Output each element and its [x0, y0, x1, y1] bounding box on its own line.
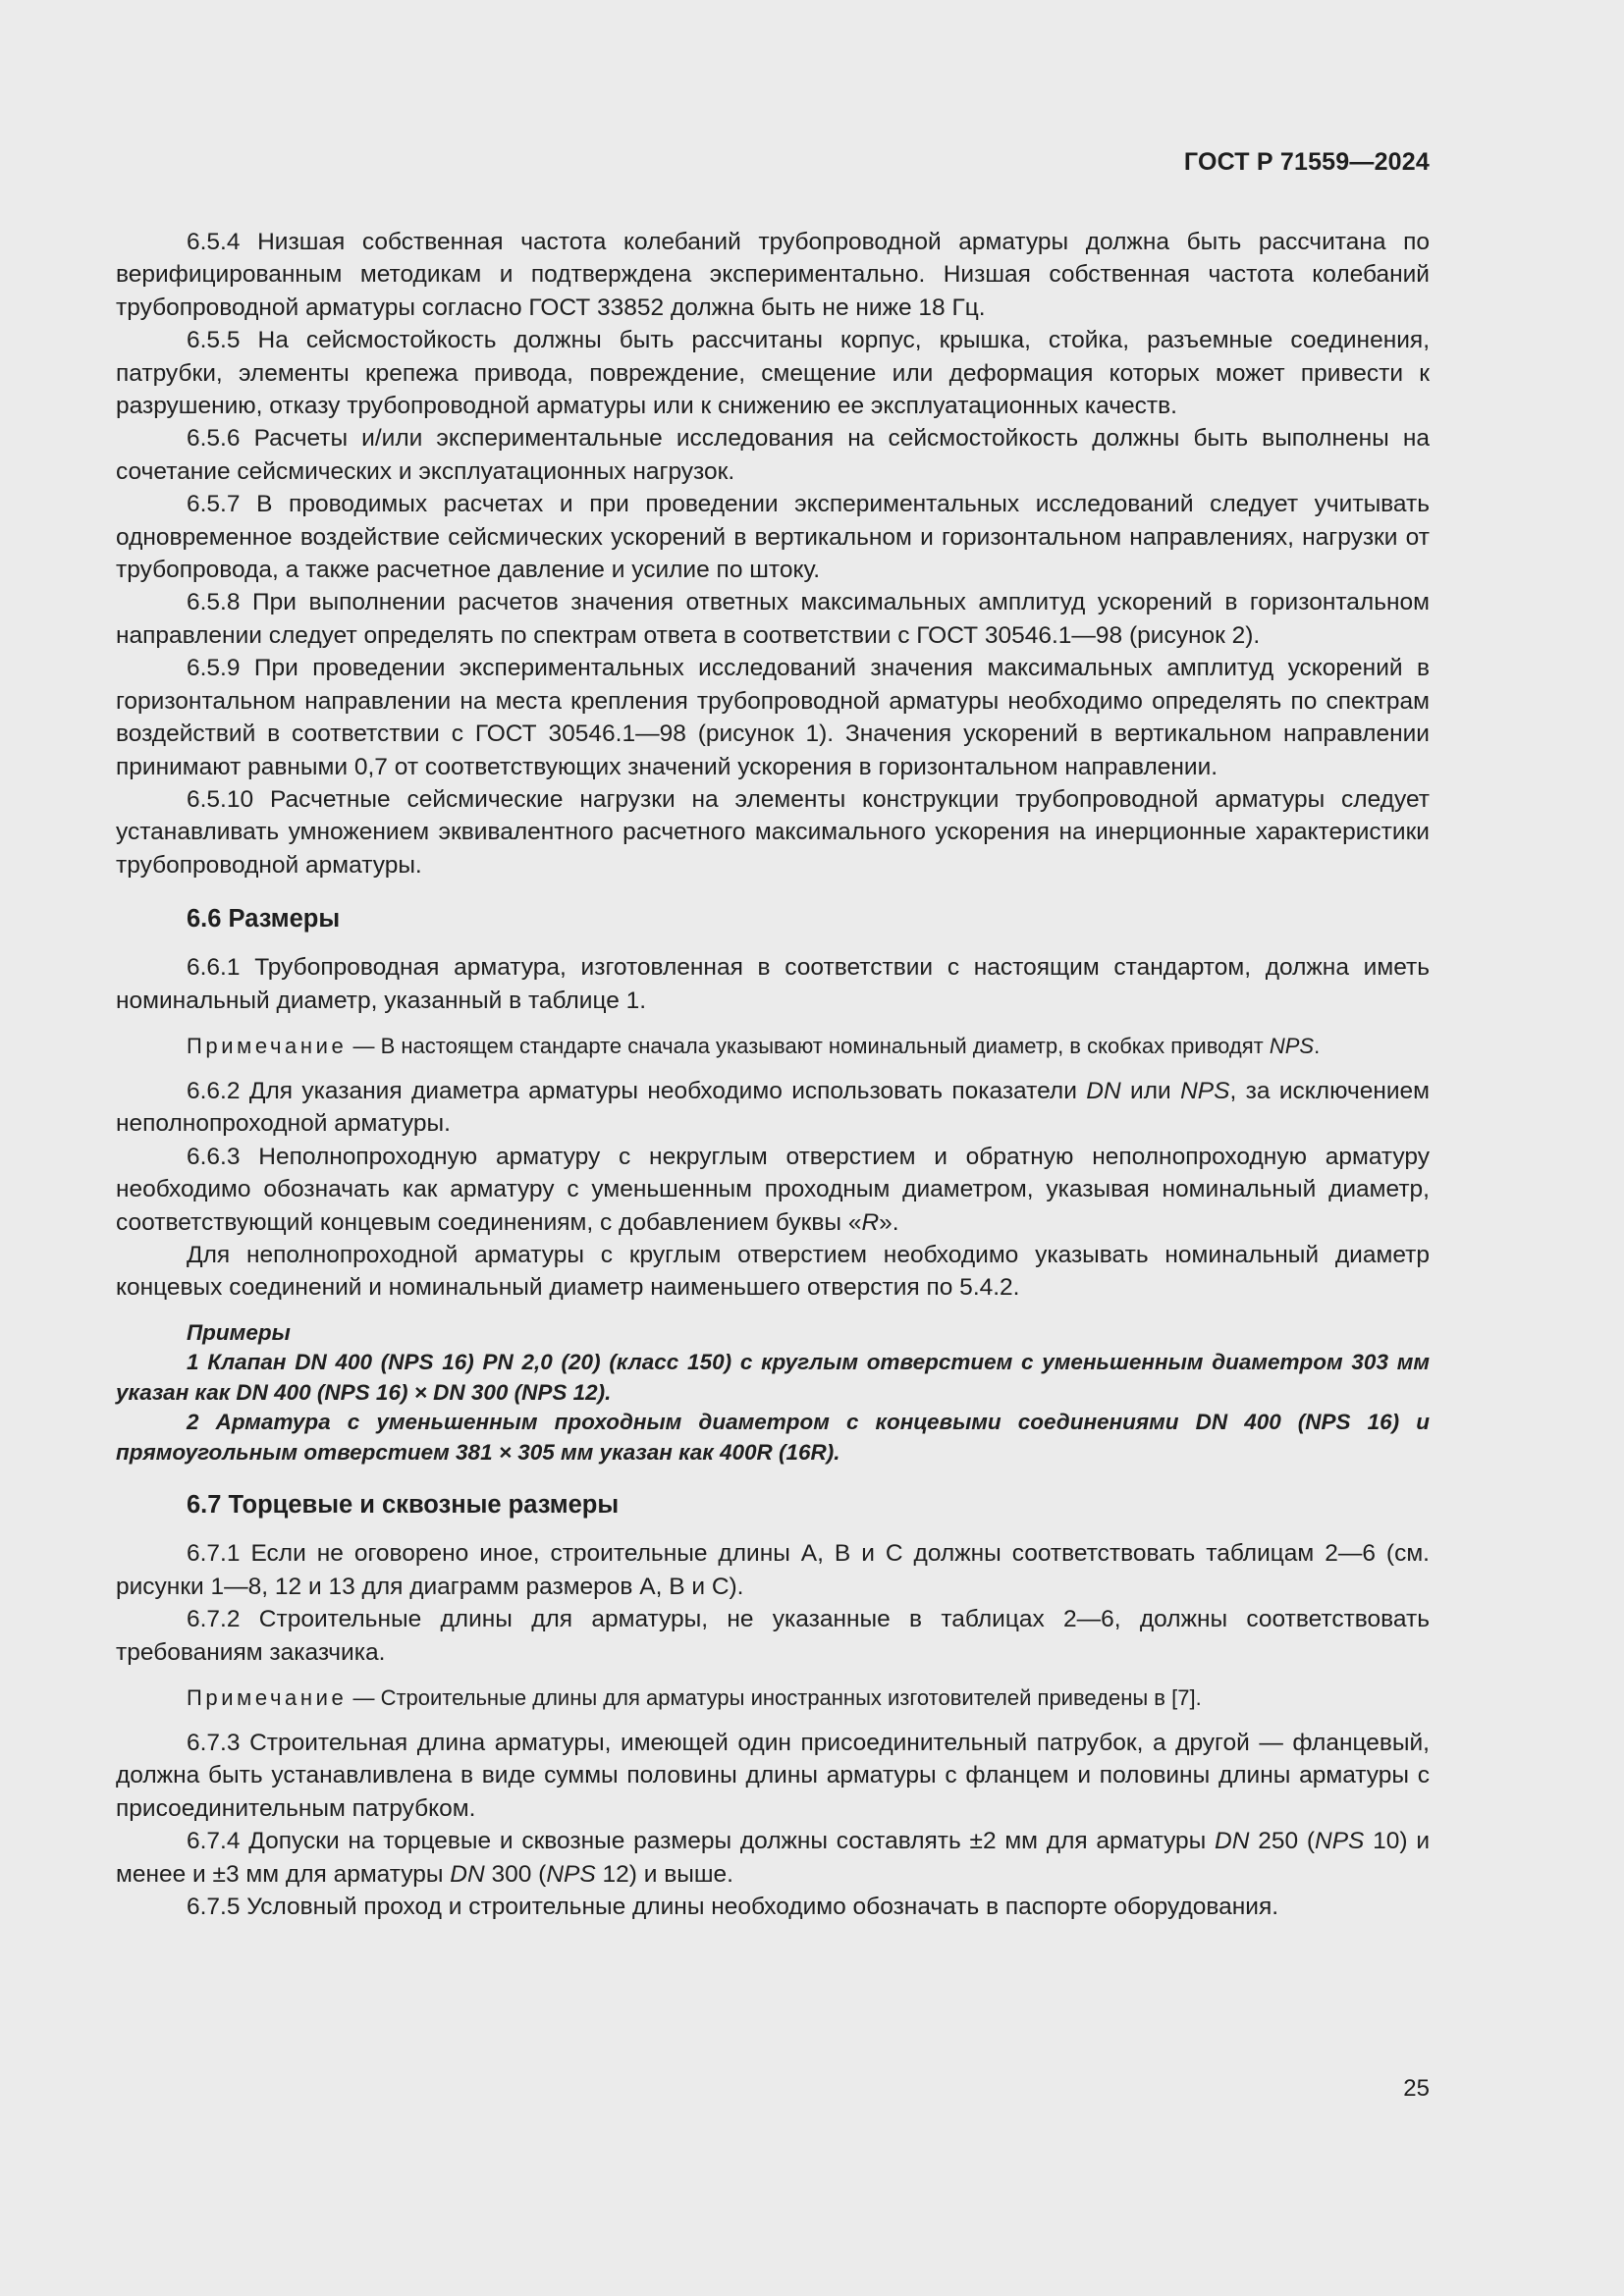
section-heading-6-7: 6.7 Торцевые и сквозные размеры: [187, 1491, 620, 1520]
paragraph-6-5-10: 6.5.10 Расчетные сейсмические нагрузки на элементы конструкции трубопроводной арматуры следует устанавливать умножением эквивалентного расчетного максимального ускорения на инерционные характеристики трубопроводной арматуры.: [116, 785, 1430, 879]
document-code-header: ГОСТ Р 71559—2024: [1183, 148, 1430, 176]
p674-text-b: 250 (: [1249, 1828, 1315, 1855]
paragraph-6-7-3: 6.7.3 Строительная длина арматуры, имеющей один присоединительный патрубок, а другой — фланцевый, должна быть устанавливлена в виде суммы половины длины арматуры с фланцем и половины длины арматуры с присоединительным патрубком.: [116, 1729, 1430, 1822]
paragraph-6-6-3-cont: Для неполнопроходной арматуры с круглым отверстием необходимо указывать номинальный диаметр концевых соединений и номинальный диаметр наименьшего отверстия по 5.4.2.: [116, 1241, 1430, 1302]
paragraph-6-5-7: 6.5.7 В проводимых расчетах и при проведении экспериментальных исследований следует учитывать одновременное воздействие сейсмических ускорений в вертикальном и горизонтальном направлениях, нагрузки от трубопровода, а также расчетное давление и усилие по штоку.: [116, 491, 1430, 584]
example-1: 1 Клапан DN 400 (NPS 16) PN 2,0 (20) (класс 150) с круглым отверстием с уменьшенным диаметром 303 мм указан как DN 400 (NPS 16) × DN 300 (NPS 12).: [116, 1350, 1430, 1405]
paragraph-6-7-5: 6.7.5 Условный проход и строительные длины необходимо обозначать в паспорте оборудования.: [187, 1893, 1279, 1920]
note-6-7: [116, 1682, 1430, 1713]
paragraph-6-7-4: [116, 1825, 1430, 1891]
note2-text: Строительные длины для арматуры иностранных изготовителей приведены в [7].: [380, 1684, 1202, 1710]
p663-text-b: ».: [879, 1208, 899, 1236]
p674-nps-1: NPS: [1315, 1828, 1365, 1855]
note2-label: Примечание: [187, 1684, 348, 1710]
p674-dn-1: DN: [1215, 1828, 1250, 1855]
note-text: В настоящем стандарте сначала указывают номинальный диаметр, в скобках приводят: [380, 1033, 1270, 1058]
p662-dn: DN: [1086, 1077, 1121, 1104]
p674-text-c: 10) и менее и ±3 мм для арматуры: [116, 1828, 1430, 1888]
note2-dash: —: [347, 1684, 381, 1710]
paragraph-6-5-4: 6.5.4 Низшая собственная частота колебаний трубопроводной арматуры должна быть рассчитана по верифицированным методикам и подтверждена экспериментально. Низшая собственная частота колебаний трубопроводной арматуры согласно ГОСТ 33852 должна быть не ниже 18 Гц.: [116, 229, 1430, 321]
example-2: 2 Арматура с уменьшенным проходным диаметром с концевыми соединениями DN 400 (NPS 16) и прямоугольным отверстием 381 × 305 мм указан как 400R (16R).: [116, 1410, 1430, 1465]
examples-title: Примеры: [187, 1319, 291, 1345]
paragraph-6-5-5: 6.5.5 На сейсмостойкость должны быть рассчитаны корпус, крышка, стойка, разъемные соединения, патрубки, элементы крепежа привода, повреждение, смещение или деформация которых может привести к разрушению, отказу трубопроводной арматуры или к снижению ее эксплуатационных качеств.: [116, 327, 1430, 420]
p662-text-a: 6.6.2 Для указания диаметра арматуры необходимо использовать показатели: [187, 1077, 1087, 1104]
p674-text-a: 6.7.4 Допуски на торцевые и сквозные размеры должны составлять ±2 мм для арматуры: [187, 1828, 1216, 1855]
p663-text-a: 6.6.3 Неполнопроходную арматуру с некруглым отверстием и обратную неполнопроходную арматуру необходимо обозначать как арматуру с уменьшенным проходным диаметром, указывая номинальный диаметр, соответствующий концевым соединениям, с добавлением буквы «: [116, 1143, 1430, 1236]
note-dash: —: [347, 1033, 381, 1058]
p674-text-d: 300 (: [484, 1860, 547, 1888]
note-label: Примечание: [187, 1033, 348, 1058]
paragraph-6-6-1: 6.6.1 Трубопроводная арматура, изготовленная в соответствии с настоящим стандартом, должна иметь номинальный диаметр, указанный в таблице 1.: [116, 954, 1430, 1014]
page-content: [116, 226, 1430, 1923]
paragraph-6-5-6: 6.5.6 Расчеты и/или экспериментальные исследования на сейсмостойкость должны быть выполнены на сочетание сейсмических и эксплуатационных нагрузок.: [116, 425, 1430, 485]
p674-text-e: 12) и выше.: [595, 1860, 733, 1888]
p662-nps: NPS: [1180, 1077, 1230, 1104]
paragraph-6-5-9: 6.5.9 При проведении экспериментальных исследований значения максимальных амплитуд ускорений в горизонтальном направлении на места крепления трубопроводной арматуры необходимо определять по спектрам воздействий в соответствии с ГОСТ 30546.1—98 (рисунок 1). Значения ускорений в вертикальном направлении принимают равными 0,7 от соответствующих значений ускорения в горизонтальном направлении.: [116, 655, 1430, 780]
note-6-6: [116, 1031, 1430, 1061]
paragraph-6-7-2: 6.7.2 Строительные длины для арматуры, не указанные в таблицах 2—6, должны соответствовать требованиям заказчика.: [116, 1606, 1430, 1666]
p674-nps-2: NPS: [546, 1860, 596, 1888]
paragraph-6-7-1: 6.7.1 Если не оговорено иное, строительные длины А, В и С должны соответствовать таблицам 2—6 (см. рисунки 1—8, 12 и 13 для диаграмм размеров А, В и С).: [116, 1540, 1430, 1600]
section-heading-6-6: 6.6 Размеры: [187, 905, 341, 934]
p674-dn-2: DN: [450, 1860, 485, 1888]
p663-r: R: [861, 1208, 880, 1236]
paragraph-6-6-2: [116, 1075, 1430, 1141]
paragraph-6-5-8: 6.5.8 При выполнении расчетов значения ответных максимальных амплитуд ускорений в горизонтальном направлении следует определять по спектрам ответа в соответствии с ГОСТ 30546.1—98 (рисунок 2).: [116, 589, 1430, 649]
page-number: 25: [1403, 2075, 1430, 2102]
note-end: .: [1314, 1033, 1321, 1058]
p662-text-c: , за исключением неполнопроходной арматуры.: [116, 1077, 1431, 1138]
paragraph-6-6-3: [116, 1141, 1430, 1239]
p662-text-b: или: [1120, 1077, 1181, 1104]
examples-block: [116, 1318, 1430, 1468]
note-nps: NPS: [1269, 1033, 1315, 1058]
